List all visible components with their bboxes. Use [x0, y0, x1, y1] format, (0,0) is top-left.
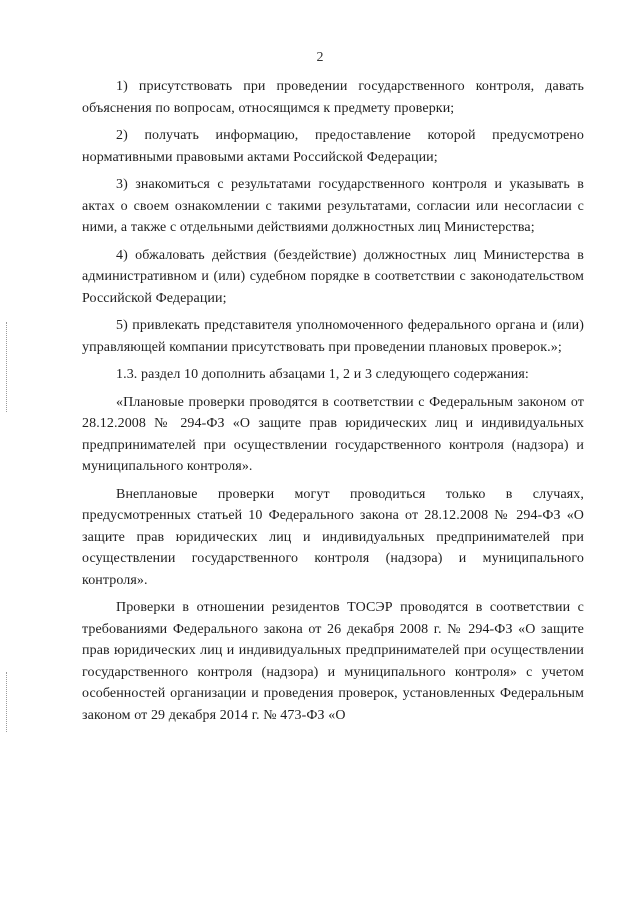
paragraph-right-5: 5) привлекать представителя уполномоченного федерального органа и (или) управляющей компании присутствовать при проведении плановых проверок.»; [82, 318, 584, 355]
paragraph-right-2: 2) получать информацию, предоставление которой предусмотрено нормативными правовыми актами Российской Федерации; [82, 128, 584, 165]
paragraph-tosr-inspections: Проверки в отношении резидентов ТОСЭР проводятся в соответствии с требованиями Федерального закона от 26 декабря 2008 г. № 294-ФЗ «О защите прав юридических лиц и индивидуальных предпринимателей при осуществлении государственного контроля (надзора) и муниципального контроля» с учетом особенностей организации и проведения проверок, установленных Федеральным законом от 29 декабря 2014 г. № 473-ФЗ «О [82, 600, 584, 723]
paragraph-planned-inspections: «Плановые проверки проводятся в соответствии с Федеральным законом от 28.12.2008 № 294-ФЗ «О защите прав юридических лиц и индивидуальных предпринимателей при осуществлении государственного контроля (надзора) и муниципального контроля». [82, 394, 584, 474]
paragraph-right-3: 3) знакомиться с результатами государственного контроля и указывать в актах о своем ознакомлении с такими результатами, согласии или несогласии с ними, а также с отдельными действиями должностных лиц Министерства; [82, 177, 584, 235]
paragraph-right-4: 4) обжаловать действия (бездействие) должностных лиц Министерства в административном и (или) судебном порядке в соответствии с законодательством Российской Федерации; [82, 247, 584, 306]
margin-scan-marks [6, 322, 9, 412]
paragraph-amendment-1-3: 1.3. раздел 10 дополнить абзацами 1, 2 и 3 следующего содержания: [116, 367, 529, 382]
margin-scan-marks [6, 672, 9, 732]
paragraph-unplanned-inspections: Внеплановые проверки могут проводиться только в случаях, предусмотренных статьей 10 Федерального закона от 28.12.2008 № 294-ФЗ «О защите прав юридических лиц и индивидуальных предпринимателей при осуществлении государственного контроля (надзора) и муниципального контроля». [82, 486, 584, 588]
paragraph-right-1: 1) присутствовать при проведении государственного контроля, давать объяснения по вопросам, относящимся к предмету проверки; [82, 79, 584, 116]
page-number: 2 [316, 50, 324, 65]
document-body [82, 76, 584, 732]
